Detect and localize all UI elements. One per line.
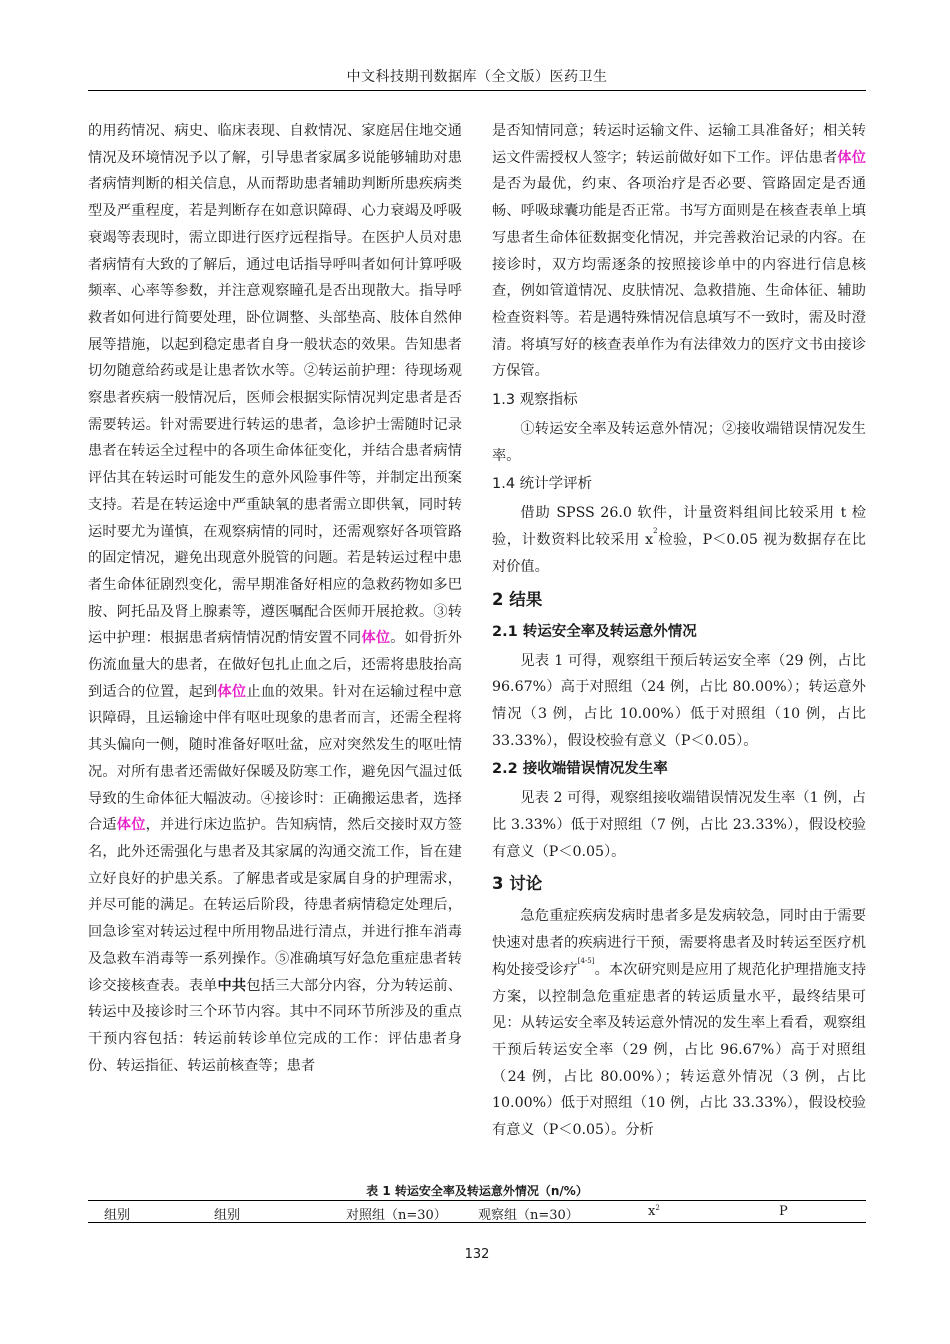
page-number: 132 (464, 1247, 490, 1262)
right-paragraph (492, 118, 866, 385)
table-header-cell: 组别 (104, 1208, 131, 1223)
text-run: 是否为最优，约束、各项治疗是否必要、管路固定是否通畅、呼吸球囊功能是否正常。书写方面则是在核查表单上填写患者生命体征数据变化情况，并完善救治记录的内容。在接诊时，双方均需逐条的按照接诊单中的内容进行信息核查，例如管道情况、皮肤情况、急救措施、生命体征、辅助检查资料等。若是遇特殊情况信息填写不一致时，需及时澄清。将填写好的核查表单作为有法律效力的医疗文书由接诊方保管。 (492, 176, 866, 380)
table-header-cell: P (779, 1204, 788, 1219)
highlight-term: 体位 (361, 630, 391, 647)
table-title: 表 1 转运安全率及转运意外情况（n/%） (366, 1184, 588, 1198)
table-header-cell (648, 1204, 660, 1219)
table-header-cell: 观察组（n=30） (478, 1208, 579, 1223)
citation: [4-5] (577, 956, 595, 965)
header-rule (88, 90, 866, 91)
section-heading-2-2: 2.2 接收端错误情况发生率 (492, 761, 668, 778)
text-run: 。如骨折外伤流血量大的患者，在做好包扎止血之后，还需将患肢抬高到适合的位置，起到 (88, 630, 462, 700)
paragraph-statistics (492, 500, 866, 580)
section-heading-2: 2 结果 (492, 589, 543, 609)
table-mid-rule (88, 1222, 866, 1223)
table-top-rule (88, 1200, 866, 1201)
text-run: ，并进行床边监护。告知病情，然后交接时双方签名，此外还需强化与患者及其家属的沟通交流工作，旨在建立好良好的护患关系。了解患者或是家属自身的护理需求，并尽可能的满足。在转运后阶段，待患者病情稳定处理后，回急诊室对转运过程中所用物品进行清点，并进行推车消毒及急救车消毒等一系列操作。⑤准确填写好急危重症患者转诊交接核查表。表单 (88, 817, 462, 994)
text-run: 借助 SPSS 26.0 软件，计量资料组间比较采用 t 检验，计数资料比较采用 x (492, 505, 866, 549)
highlight-term: 体位 (217, 683, 247, 700)
text-run: 包括三大部分内容，分为转运前、转运中及接诊时三个环节内容。其中不同环节所涉及的重点干预内容包括：转运前转诊单位完成的工作：评估患者身份、转运指征、转运前核查等；患者 (88, 977, 462, 1074)
section-heading-1-3: 1.3 观察指标 (492, 392, 578, 409)
paragraph-observation: ①转运安全率及转运意外情况；②接收端错误情况发生率。 (492, 421, 866, 464)
text-run: 是否知情同意；转运时运输文件、运输工具准备好；相关转运文件需授权人签字；转运前做好如下工作。评估患者 (492, 123, 866, 166)
left-column (88, 118, 462, 1079)
text-run: 。本次研究则是应用了规范化护理措施支持方案，以控制急危重症患者的转运质量水平，最终结果可见：从转运安全率及转运意外情况的发生率上看看，观察组干预后转运安全率（29 例，占比 96.67%）高于对照组（24 例，占比 80.00%）；转运意外情况（3 例，占比 10.00%）低于对照组（10 例，占比 33.33%），假设校验有意义（P＜0.05）。分析 (492, 961, 866, 1139)
text-run: 检验，P＜0.05 视为数据存在比对价值。 (492, 532, 866, 575)
text-run: 止血的效果。针对在运输过程中意识障碍，且运输途中伴有呕吐现象的患者而言，还需全程将其头偏向一侧，随时准备好呕吐盆，应对突然发生的呕吐情况。对所有患者还需做好保暖及防寒工作，避免因气温过低导致的生命体征大幅波动。④接诊时：正确搬运患者，选择合适 (88, 683, 462, 834)
highlight-term: 体位 (837, 149, 866, 166)
text-run: 的用药情况、病史、临床表现、自救情况、家庭居住地交通情况及环境情况予以了解，引导患者家属多说能够辅助对患者病情判断的相关信息，从而帮助患者辅助判断所患疾病类型及严重程度，若是判断存在如意识障碍、心力衰竭及呼吸衰竭等表现时，需立即进行医疗远程指导。在医护人员对患者病情有大致的了解后，通过电话指导呼叫者如何计算呼吸频率、心率等参数，并注意观察瞳孔是否出现散大。指导呼救者如何进行简要处理，卧位调整、头部垫高、肢体自然伸展等措施，以起到稳定患者自身一般状态的效果。告知患者切勿随意给药或是让患者饮水等。②转运前护理：待现场观察患者疾病一般情况后，医师会根据实际情况判定患者是否需要转运。针对需要进行转运的患者，急诊护士需随时记录患者在转运全过程中的各项生命体征变化，并结合患者病情评估其在转运时可能发生的意外风险事件等，并制定出预案支持。若是在转运途中严重缺氧的患者需立即供氧，同时转运时要尤为谨慎，在观察病情的同时，还需观察好各项管路的固定情况，避免出现意外脱管的问题。若是转运过程中患者生命体征剧烈变化，需早期准备好相应的急救药物如多巴胺、阿托品及肾上腺素等，遵医嘱配合医师开展抢救。③转运中护理：根据患者病情情况酌情安置不同 (88, 123, 462, 647)
paragraph-results-1: 见表 1 可得，观察组干预后转运安全率（29 例，占比 96.67%）高于对照组（24 例，占比 80.00%）；转运意外情况（3 例，占比 10.00%）低于对照组（10 例，占比 33.33%），假设校验有意义（P＜0.05）。 (492, 652, 866, 749)
table-header-cell: 组别 (214, 1208, 241, 1223)
bold-term: 中共 (217, 977, 247, 994)
text-run: 急危重症疾病发病时患者多是发病较急，同时由于需要快速对患者的疾病进行干预，需要将患者及时转运至医疗机构处接受诊疗 (492, 908, 866, 978)
highlight-term: 体位 (116, 817, 146, 834)
text-run: x (648, 1204, 656, 1219)
right-column (492, 118, 866, 1144)
section-heading-1-4: 1.4 统计学评析 (492, 476, 593, 493)
section-heading-3: 3 讨论 (492, 874, 543, 894)
table-header-cell: 对照组（n=30） (346, 1208, 447, 1223)
superscript: 2 (653, 527, 658, 536)
superscript: 2 (655, 1204, 660, 1212)
paragraph-discussion (492, 903, 866, 1143)
section-heading-2-1: 2.1 转运安全率及转运意外情况 (492, 623, 697, 640)
paragraph-results-2: 见表 2 可得，观察组接收端错误情况发生率（1 例，占比 3.33%）低于对照组（7 例，占比 23.33%），假设校验有意义（P＜0.05）。 (492, 790, 866, 860)
left-paragraph (88, 118, 462, 1079)
journal-header: 中文科技期刊数据库（全文版）医药卫生 (346, 69, 608, 85)
